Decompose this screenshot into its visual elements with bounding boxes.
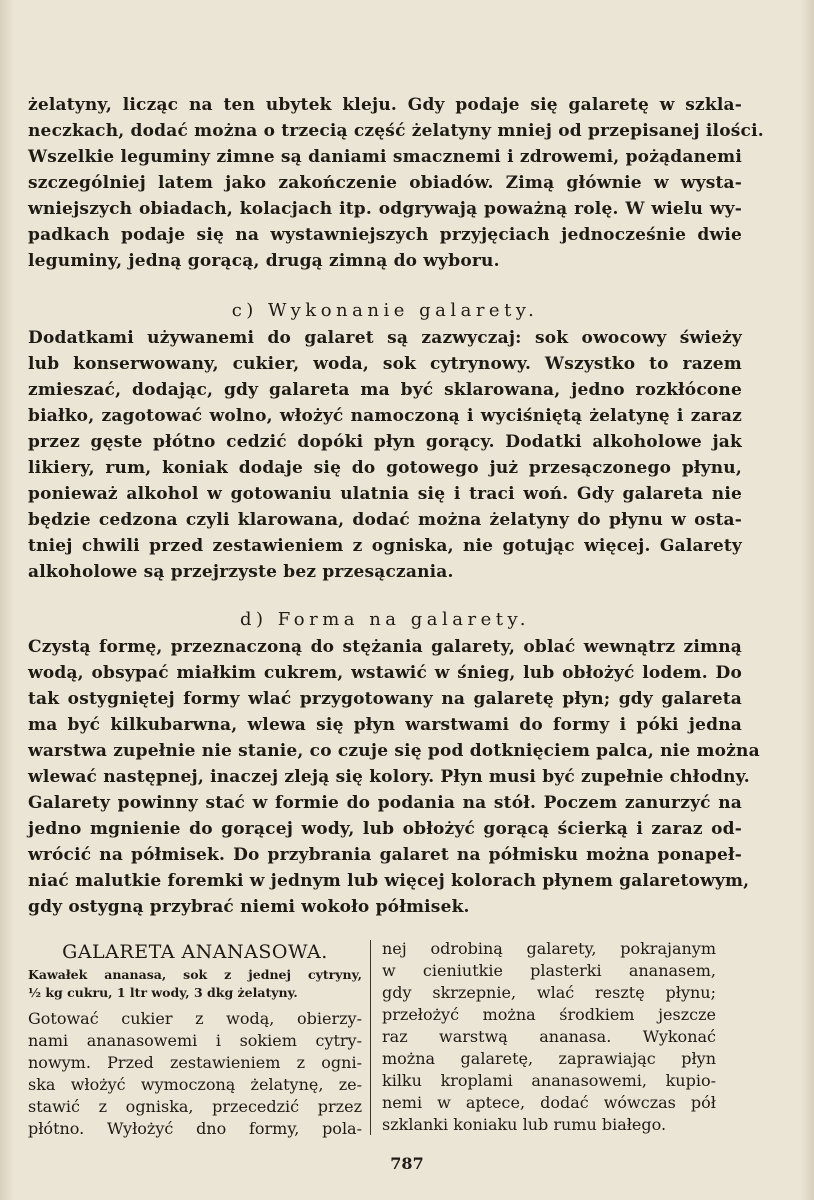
text-line: neczkach, dodać można o trzecią część żelatyny mniej od przepisanej ilości. bbox=[28, 121, 764, 141]
recipe-text-line: Gotować cukier z wodą, obierzy- bbox=[28, 1009, 362, 1028]
text-line: lub konserwowany, cukier, woda, sok cytrynowy. Wszystko to razem bbox=[28, 354, 742, 374]
recipe-text-line: nami ananasowemi i sokiem cytry- bbox=[28, 1031, 362, 1050]
recipe-text-line: ska włożyć wymoczoną żelatynę, ze- bbox=[28, 1075, 362, 1094]
text-line: Wszelkie leguminy zimne są daniami smacznemi i zdrowemi, pożądanemi bbox=[28, 147, 742, 167]
ingredients-line: ½ kg cukru, 1 ltr wody, 3 dkg żelatyny. bbox=[28, 985, 298, 1000]
text-line: leguminy, jedną gorącą, drugą zimną do wyboru. bbox=[28, 251, 500, 271]
recipe-ingredients bbox=[28, 966, 362, 1002]
recipe-right-column bbox=[382, 938, 716, 1136]
intro-paragraph bbox=[28, 92, 764, 274]
section-d-heading: d) Forma na galarety. bbox=[239, 609, 530, 630]
page-number: 787 bbox=[390, 1154, 424, 1173]
scan-edge-right bbox=[800, 0, 814, 1200]
text-line: ponieważ alkohol w gotowaniu ulatnia się i traci woń. Gdy galareta nie bbox=[28, 484, 742, 504]
text-line: wrócić na półmisek. Do przybrania galaret na półmisku można ponapeł- bbox=[28, 845, 742, 865]
text-line: Czystą formę, przeznaczoną do stężania galarety, oblać wewnątrz zimną bbox=[28, 637, 742, 657]
recipe-text-line: nej odrobiną galarety, pokrajanym bbox=[382, 939, 716, 958]
section-d-paragraph bbox=[28, 634, 760, 920]
text-line: tak ostygniętej formy wlać przygotowany na galaretę płyn; gdy galareta bbox=[28, 689, 742, 709]
recipe-title: GALARETA ANANASOWA. bbox=[62, 941, 328, 963]
scan-edge-left bbox=[0, 0, 14, 1200]
text-line: gdy ostygną przybrać niemi wokoło półmisek. bbox=[28, 897, 470, 917]
recipe-text-line: raz warstwą ananasa. Wykonać bbox=[382, 1027, 716, 1046]
section-c-heading: c) Wykonanie galarety. bbox=[231, 300, 539, 321]
recipe-text-line: nemi w aptece, dodać wówczas pół bbox=[382, 1093, 716, 1112]
text-line: likiery, rum, koniak dodaje się do gotowego już przesączonego płynu, bbox=[28, 458, 742, 478]
text-line: warstwa zupełnie nie stanie, co czuje się pod dotknięciem palca, nie można bbox=[28, 741, 760, 761]
recipe-text-line: kilku kroplami ananasowemi, kupio- bbox=[382, 1071, 716, 1090]
recipe-text-line: przełożyć można środkiem jeszcze bbox=[382, 1005, 716, 1024]
text-line: tniej chwili przed zestawieniem z ogniska, nie gotując więcej. Galarety bbox=[28, 536, 742, 556]
text-line: Galarety powinny stać w formie do podania na stół. Poczem zanurzyć na bbox=[28, 793, 742, 813]
text-line: wniejszych obiadach, kolacjach itp. odgrywają poważną rolę. W wielu wy- bbox=[28, 199, 742, 219]
text-line: wodą, obsypać miałkim cukrem, wstawić w śnieg, lub obłożyć lodem. Do bbox=[28, 663, 742, 683]
text-line: ma być kilkubarwna, wlewa się płyn warstwami do formy i póki jedna bbox=[28, 715, 742, 735]
column-divider bbox=[370, 940, 371, 1135]
recipe-text-line: można galaretę, zaprawiając płyn bbox=[382, 1049, 716, 1068]
text-line: zmieszać, dodając, gdy galareta ma być sklarowana, jedno rozkłócone bbox=[28, 380, 742, 400]
text-line: padkach podaje się na wystawniejszych przyjęciach jednocześnie dwie bbox=[28, 225, 742, 245]
text-line: szczególniej latem jako zakończenie obiadów. Zimą głównie w wysta- bbox=[28, 173, 742, 193]
text-line: jedno mgnienie do gorącej wody, lub obłożyć gorącą ścierką i zaraz od- bbox=[28, 819, 742, 839]
recipe-text-line: stawić z ogniska, przecedzić przez bbox=[28, 1097, 362, 1116]
recipe-text-line: szklanki koniaku lub rumu białego. bbox=[382, 1115, 667, 1134]
text-line: alkoholowe są przejrzyste bez przesączania. bbox=[28, 562, 454, 582]
recipe-left-column bbox=[28, 938, 362, 1140]
recipe-text-line: w cieniutkie plasterki ananasem, bbox=[382, 961, 716, 980]
ingredients-line: Kawałek ananasa, sok z jednej cytryny, bbox=[28, 967, 362, 982]
recipe-text-line: płótno. Wyłożyć dno formy, pola- bbox=[28, 1119, 362, 1138]
text-line: będzie cedzona czyli klarowana, dodać można żelatyny do płynu w osta- bbox=[28, 510, 742, 530]
text-line: żelatyny, licząc na ten ubytek kleju. Gdy podaje się galaretę w szkla- bbox=[28, 95, 742, 115]
text-line: białko, zagotować wolno, włożyć namoczoną i wyciśniętą żelatynę i zaraz bbox=[28, 406, 742, 426]
text-line: przez gęste płótno cedzić dopóki płyn gorący. Dodatki alkoholowe jak bbox=[28, 432, 742, 452]
recipe-text-line: nowym. Przed zestawieniem z ogni- bbox=[28, 1053, 362, 1072]
text-line: niać malutkie foremki w jednym lub więcej kolorach płynem galaretowym, bbox=[28, 871, 750, 891]
section-c-paragraph bbox=[28, 325, 742, 585]
text-line: Dodatkami używanemi do galaret są zazwyczaj: sok owocowy świeży bbox=[28, 328, 742, 348]
text-line: wlewać następnej, inaczej zleją się kolory. Płyn musi być zupełnie chłodny. bbox=[28, 767, 750, 787]
recipe-text-line: gdy skrzepnie, wlać resztę płynu; bbox=[382, 983, 716, 1002]
